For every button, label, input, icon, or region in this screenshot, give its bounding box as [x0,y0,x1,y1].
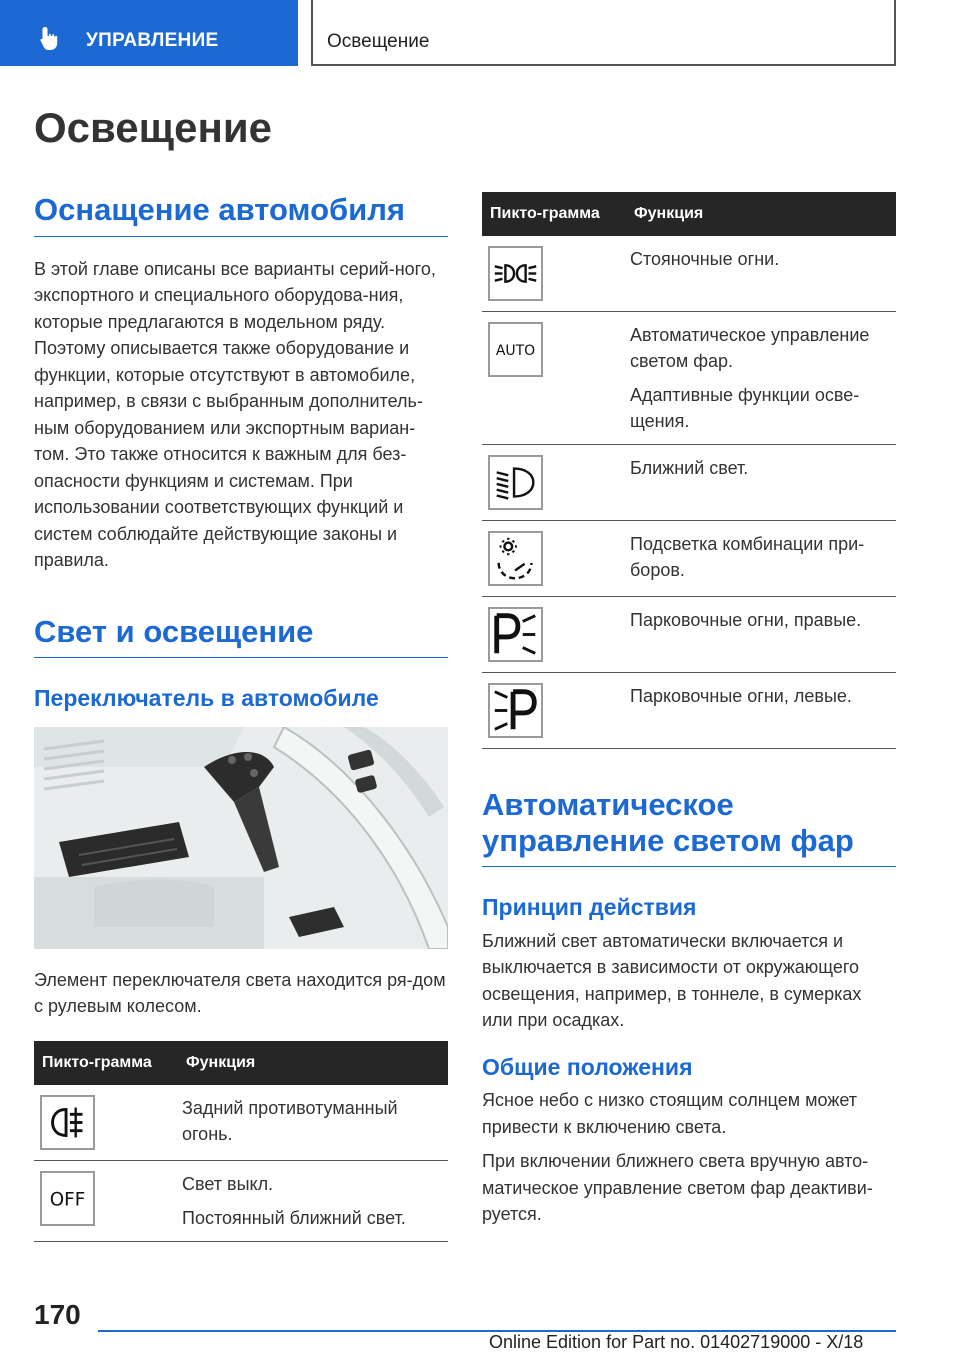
equipment-heading: Оснащение автомобиля [34,192,448,237]
breadcrumb-label: Освещение [327,31,430,52]
table-row [482,236,896,312]
function-text: Автоматическое управление светом фар. [630,325,870,371]
light-switch-photo [34,727,448,949]
table-row [482,521,896,597]
instrument-lighting-icon [488,531,543,586]
breadcrumb [311,0,896,66]
pictogram-table-right [482,192,896,749]
page-title: Освещение [34,104,272,151]
section-tab[interactable] [0,0,298,66]
svg-text:OFF: OFF [49,1189,86,1211]
equipment-text: В этой главе описаны все варианты серий-ного, экспортного и специального оборудова-ния, которые предлагаются в модельном ряду. Поэтому описывается также оборудование и функции, которые отсутствуют в автомобиле, например, в связи с выбранным дополнитель-ным оборудованием или экспортным вариан-том. Это также относится к важным для без-опасности функциям и системам. При использовании соответствующих функций и систем соблюдайте действующие законы и правила. [34,258,436,571]
table-row [482,597,896,673]
left-column [34,192,448,1242]
auto-light-heading: Автоматическое управление светом фар [482,787,896,867]
function-text: Адаптивные функции осве-щения. [630,385,860,431]
function-text: Подсветка комбинации при-боров. [630,534,865,580]
column-header-pictogram: Пикто-грамма [482,192,626,236]
parking-light-right-icon [488,607,543,662]
section-label: УПРАВЛЕНИЕ [86,30,219,51]
table-row [482,673,896,749]
table-row [482,312,896,445]
function-text: Ближний свет. [630,458,749,478]
function-text: Постоянный ближний свет. [182,1207,406,1228]
rear-fog-light-icon [40,1095,95,1150]
parking-lights-icon [488,246,543,301]
svg-text:AUTO: AUTO [495,342,536,359]
switch-caption: Элемент переключателя света находится ря-дом с рулевым колесом. [34,969,446,1017]
function-text: Задний противотуманный огонь. [182,1097,398,1144]
switch-heading: Переключатель в автомобиле [34,685,379,712]
table-row [34,1160,448,1241]
light-heading: Свет и освещение [34,614,448,659]
function-text: Свет выкл. [182,1173,274,1194]
general-heading: Общие положения [482,1053,693,1080]
parking-light-left-icon [488,683,543,738]
function-text: Парковочные огни, правые. [630,610,862,630]
principle-text: Ближний свет автоматически включается и выключается в зависимости от окружающего освещения, например, в тоннеле, в сумерках или при осадках. [482,930,862,1031]
page-header [0,0,960,66]
column-header-pictogram: Пикто-грамма [34,1041,178,1085]
table-row [34,1085,448,1161]
function-text: Парковочные огни, левые. [630,686,852,706]
general-text-2: При включении ближнего света вручную авто-матическое управление светом фар деактиви-руется. [482,1151,873,1225]
low-beam-icon [488,455,543,510]
auto-icon [488,322,543,377]
column-header-function: Функция [626,192,896,236]
hand-touch-icon [36,24,64,52]
off-icon [40,1171,95,1226]
right-column [482,192,896,1228]
table-row [482,445,896,521]
page-number: 170 [34,1299,81,1330]
column-header-function: Функция [178,1041,448,1085]
function-text: Стояночные огни. [630,249,780,269]
general-text-1: Ясное небо с низко стоящим солнцем может привести к включению света. [482,1090,858,1137]
pictogram-table-left [34,1041,448,1242]
edition-note: Online Edition for Part no. 01402719000 - X/18 [489,1332,864,1352]
principle-heading: Принцип действия [482,894,697,921]
